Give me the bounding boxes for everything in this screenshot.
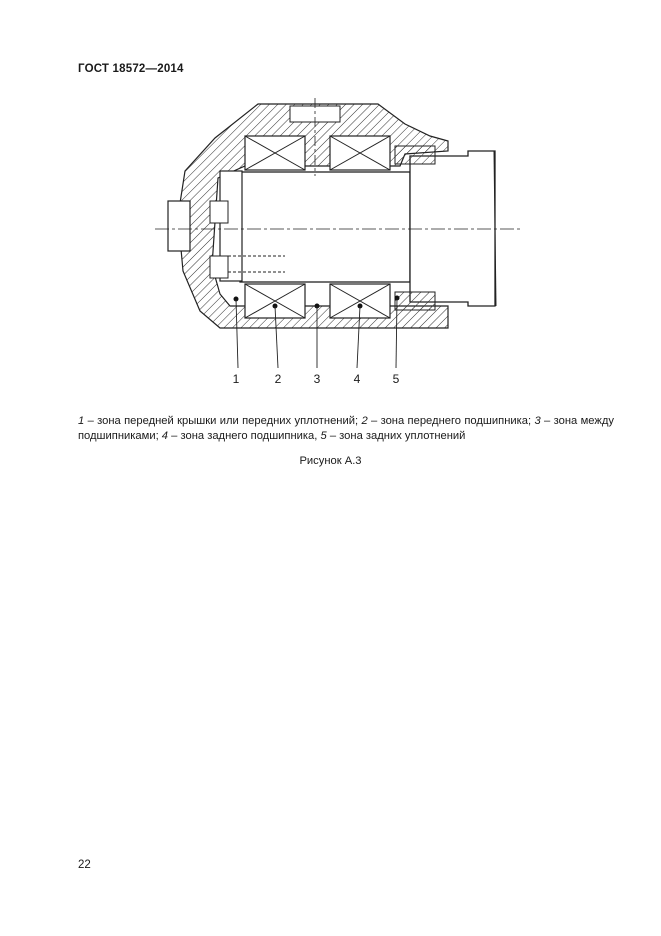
caption-text-3: – зона между подшипниками; [78, 415, 614, 442]
zone-label-5: 5 [392, 372, 400, 386]
bolt-head-bottom [210, 256, 228, 278]
caption-text-1: – зона передней крышки или передних уплотнений; [84, 415, 362, 427]
caption-num-4: 4 [161, 430, 169, 442]
caption-text-4: – зона заднего подшипника, [168, 430, 321, 442]
end-nut [168, 201, 190, 251]
document-header: ГОСТ 18572—2014 [78, 63, 184, 75]
shaft [240, 172, 410, 282]
zone-label-3: 3 [313, 372, 321, 386]
zone-label-4: 4 [353, 372, 361, 386]
rear-seal-bottom [395, 292, 435, 310]
zone-label-1: 1 [232, 372, 240, 386]
caption-text-5: – зона задних уплотнений [326, 430, 466, 442]
caption-num-3: 3 [534, 415, 541, 427]
page-number: 22 [78, 859, 91, 871]
bolt-head-top [210, 201, 228, 223]
caption-num-1: 1 [78, 415, 85, 427]
bearing-assembly-drawing [150, 96, 530, 396]
figure-caption [78, 414, 614, 444]
caption-text-2: – зона переднего подшипника; [367, 415, 535, 427]
zone-label-2: 2 [274, 372, 282, 386]
shaft-extension [410, 151, 495, 306]
figure-title: Рисунок А.3 [299, 455, 362, 467]
caption-num-2: 2 [361, 415, 368, 427]
drawing-svg [150, 96, 530, 396]
caption-num-5: 5 [320, 430, 327, 442]
rear-seal-top [395, 146, 435, 164]
